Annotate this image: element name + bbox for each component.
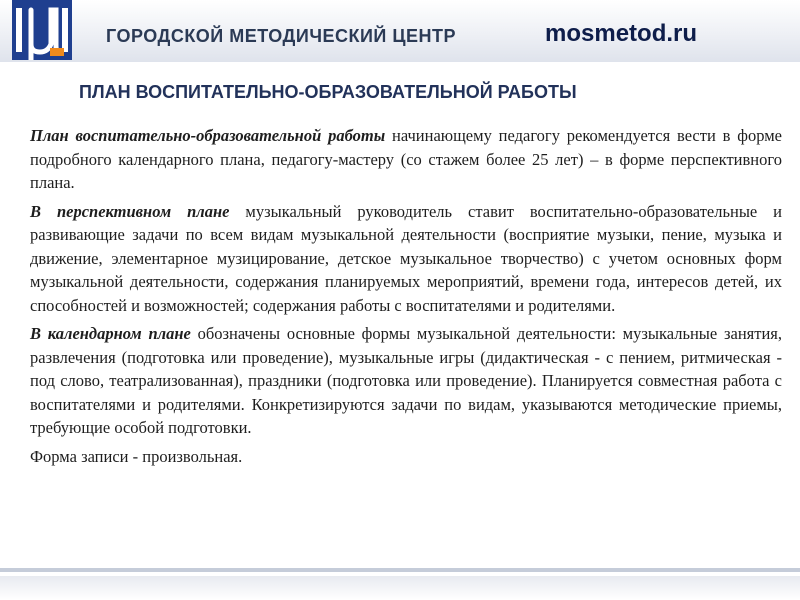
paragraph-3-lead: В календарном плане <box>30 324 191 343</box>
paragraph-4 <box>30 445 782 469</box>
paragraph-2-lead: В перспективном плане <box>30 201 230 221</box>
footer-divider <box>0 568 800 572</box>
page-title: ПЛАН ВОСПИТАТЕЛЬНО-ОБРАЗОВАТЕЛЬНОЙ РАБОТЫ <box>79 82 577 102</box>
mu-letter-logo-icon <box>12 0 72 60</box>
paragraph-3-text: обозначены основные формы музыкальной деятельности: музыкальные занятия, развлечения (подготовка или проведение), музыкальные игры (дидактическая - с пением, ритмическая - под слово, театрализованная), праздники (подготовка или проведение). Планируется совместная работа с воспитателями и родителями. Конкретизируются задачи по видам, указываются методические приемы, требующие особой подготовки. <box>30 324 782 437</box>
paragraph-4-text: Форма записи - произвольная. <box>30 446 243 466</box>
footer-bar <box>0 576 800 600</box>
paragraph-1-lead: План воспитательно-образовательной работы <box>30 126 386 145</box>
paragraph-2 <box>30 200 782 318</box>
organization-name: ГОРОДСКОЙ МЕТОДИЧЕСКИЙ ЦЕНТР <box>106 26 456 46</box>
paragraph-1-text: начинающему педагогу рекомендуется вести в форме подробного календарного плана, педагогу-мастеру (со стажем более 25 лет) – в форме перспективного плана. <box>30 126 782 192</box>
paragraph-3 <box>30 322 782 440</box>
paragraph-1 <box>30 124 782 195</box>
header-bar <box>0 0 800 62</box>
document-body <box>30 124 782 473</box>
site-name[interactable]: mosmetod.ru <box>545 20 698 47</box>
paragraph-2-text: музыкальный руководитель ставит воспитательно-образовательные и развивающие задачи по всем видам музыкальной деятельности (восприятие музыки, пение, музыка и движение, элементарное музицирование, детское музыкальное творчество) с учетом основных форм музыкальной деятельности, содержания планируемых мероприятий, времени года, интересов детей, их способностей и возможностей; содержания работы с воспитателями и родителями. <box>30 201 783 315</box>
